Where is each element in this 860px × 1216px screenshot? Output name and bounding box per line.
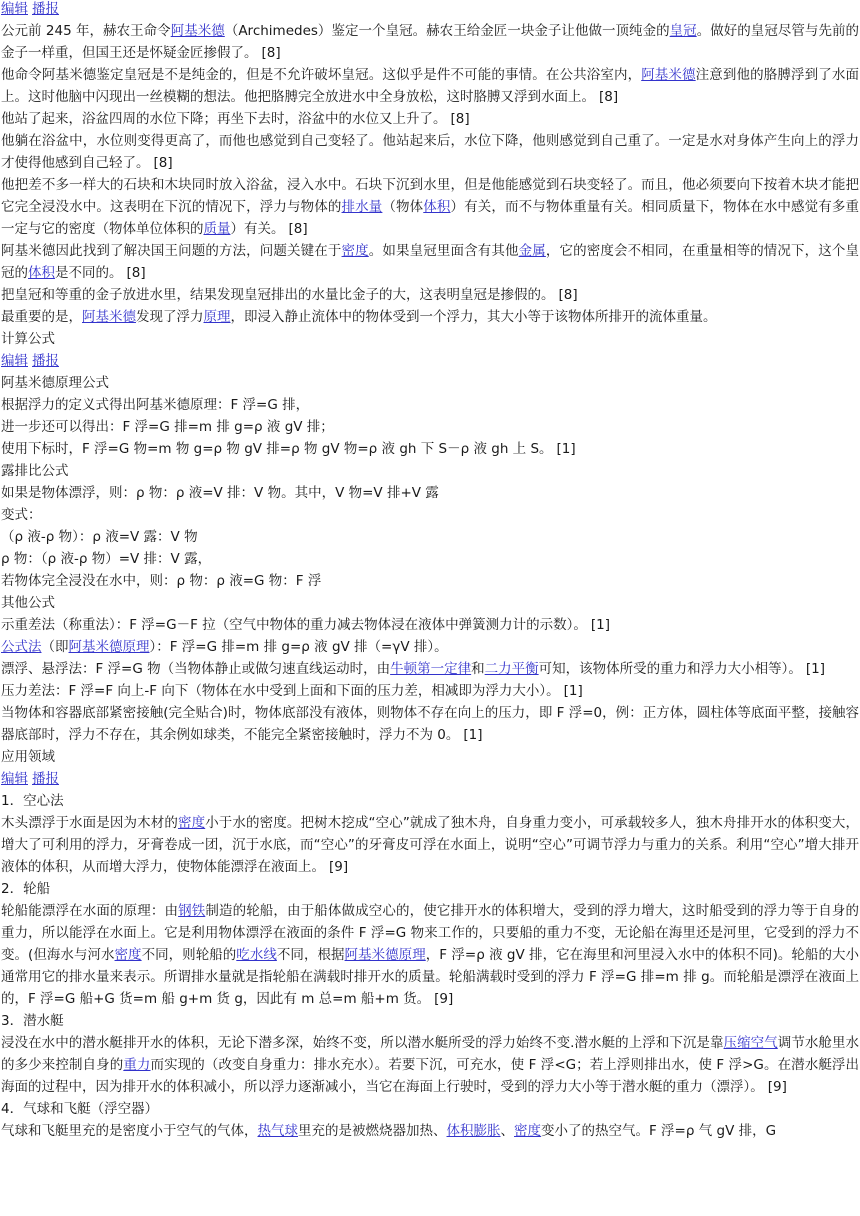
paragraph-text: 浸没在水中的潜水艇排开水的体积，无论下潜多深，始终不变，所以潜水艇所受的浮力始终不变.潜水艇的上浮和下沉是靠 [1,1035,724,1051]
paragraph [1,1098,859,1120]
paragraph [1,636,859,658]
paragraph [1,548,859,570]
edit-link[interactable]: 编辑 [1,1,28,17]
term-link[interactable]: 体积 [28,265,55,281]
paragraph-text: 如果是物体漂浮，则：ρ 物：ρ 液=V 排：V 物。其中，V 物=V 排+V 露 [1,485,439,501]
paragraph-text: ，F 浮=ρ 液 gV 排，它在海里和河里浸入水中的体积不同)。轮船的大小通常用它的排水量来表示。所谓排水量就是指轮船在满载时排开水的质量。轮船满载时受到的浮力 F 浮=G 排=m 排 g。而轮船是漂浮在液面上的，F 浮=G 船+G 货=m 船 g+m 货 g，因此有 m 总=m 船+m 货。 [1,947,860,1007]
paragraph [1,306,859,328]
paragraph-text: 2．轮船 [1,881,51,897]
paragraph-text: 不同，根据 [276,947,345,963]
paragraph-text: 4．气球和飞艇（浮空器） [1,1101,159,1117]
paragraph [1,284,859,306]
term-link[interactable]: 密度 [341,243,369,259]
reference-mark[interactable]: [8] [450,111,470,127]
paragraph-text: 1．空心法 [1,793,64,809]
edit-link[interactable]: 编辑 [1,771,28,787]
reference-mark[interactable]: [8] [558,287,578,303]
reference-mark[interactable]: [8] [288,221,308,237]
paragraph [1,64,859,108]
paragraph [1,108,859,130]
edit-bar [1,0,859,20]
reference-mark[interactable]: [1] [463,727,483,743]
paragraph [1,482,859,504]
paragraph-text: 和 [471,661,485,677]
reference-mark[interactable]: [8] [153,155,173,171]
edit-bar [1,350,859,372]
reference-mark[interactable]: [8] [599,89,619,105]
paragraph [1,658,859,680]
reference-mark[interactable]: [9] [767,1079,787,1095]
paragraph-text: 变式： [1,507,42,523]
paragraph-text: ，即浸入静止流体中的物体受到一个浮力，其大小等于该物体所排开的流体重量。 [230,309,717,325]
paragraph-text: 把皇冠和等重的金子放进水里，结果发现皇冠排出的水量比金子的大，这表明皇冠是掺假的。 [1,287,555,303]
paragraph-text: 气球和飞艇里充的是密度小于空气的气体， [1,1123,258,1139]
reference-mark[interactable]: [8] [261,45,281,61]
paragraph-text: 阿基米德原理公式 [1,375,109,391]
paragraph-text: ）：F 浮=G 排=m 排 g=ρ 液 gV 排（=γV 排）。 [149,639,448,655]
paragraph-text: 注意到他的胳膊浮到了水面上。这时他脑中闪现出一丝模糊的想法。他把胳膊完全放进水中全身放松，这时胳膊又浮到水面上。 [1,67,860,105]
term-link[interactable]: 阿基米德 [170,23,225,39]
paragraph [1,790,859,812]
reference-mark[interactable]: [8] [126,265,146,281]
paragraph-text: ，它的密度会不相同，在重量相等的情况下，这个皇冠的 [1,243,860,281]
paragraph [1,526,859,548]
paragraph-text: 是不同的。 [55,265,123,281]
paragraph [1,746,859,768]
term-link[interactable]: 排水量 [341,199,383,215]
paragraph-text: （即 [41,639,69,655]
paragraph-text: ）有关，而不与物体重量有关。相同质量下，物体在水中感觉有多重一定与它的密度（物体单位体积的 [1,199,860,237]
paragraph-text: 他站了起来，浴盆四周的水位下降；再坐下去时，浴盆中的水位又上升了。 [1,111,447,127]
paragraph [1,1120,859,1142]
paragraph-text: 应用领域 [1,749,55,765]
paragraph [1,20,859,64]
paragraph [1,878,859,900]
paragraph [1,702,859,746]
play-audio-link[interactable]: 播报 [32,353,59,369]
term-link[interactable]: 质量 [203,221,231,237]
paragraph-text: 根据浮力的定义式得出阿基米德原理：F 浮=G 排， [1,397,310,413]
term-link[interactable]: 公式法 [1,639,42,655]
paragraph [1,812,859,878]
paragraph-text: 若物体完全浸没在水中，则：ρ 物：ρ 液=G 物：F 浮 [1,573,322,589]
paragraph [1,438,859,460]
paragraph-text: 而实现的（改变自身重力：排水充水）。若要下沉，可充水，使 F 浮<G；若上浮则排出水，使 F 浮>G。在潜水艇浮出海面的过程中，因为排开水的体积减小，所以浮力逐渐减小，当它在海面上行驶时，受到的浮力大小等于潜水艇的重力（漂浮）。 [1,1057,860,1095]
paragraph-text: 。如果皇冠里面含有其他 [368,243,519,259]
paragraph-text: （Archimedes）鉴定一个皇冠。赫农王给金匠一块金子让他做一顶纯金的 [224,23,670,39]
paragraph-text: 小于水的密度。把树木挖成“空心”就成了独木舟，自身重力变小，可承载较多人，独木舟排开水的体积变大，增大了可利用的浮力，牙膏卷成一团，沉于水底，而“空心”的牙膏皮可浮在水面上，说明“空心”可调节浮力与重力的关系。利用“空心”增大排开液体的体积，从而增大浮力，使物体能漂浮在液面上。 [1,815,860,875]
paragraph-text: 、 [500,1123,514,1139]
paragraph-text: 3．潜水艇 [1,1013,64,1029]
play-audio-link[interactable]: 播报 [32,771,59,787]
paragraph-text: 使用下标时，F 浮=G 物=m 物 g=ρ 物 gV 排=ρ 物 gV 物=ρ 液 gh 下 S－ρ 液 gh 上 S。 [1,441,553,457]
paragraph [1,614,859,636]
paragraph-text: 当物体和容器底部紧密接触(完全贴合)时，物体底部没有液体，则物体不存在向上的压力，即 F 浮=0，例：正方体，圆柱体等底面平整，接触容器底部时，浮力不存在，其余例如球类，不能完全紧密接触时，浮力不为 0。 [1,705,859,743]
paragraph [1,328,859,350]
term-link[interactable]: 阿基米德 [82,309,136,325]
paragraph [1,130,859,174]
paragraph [1,592,859,614]
term-link[interactable]: 重力 [123,1057,151,1073]
term-link[interactable]: 二力平衡 [484,661,539,677]
paragraph-text: 计算公式 [1,331,55,347]
reference-mark[interactable]: [9] [329,859,349,875]
paragraph-text: 露排比公式 [1,463,69,479]
paragraph [1,1032,859,1098]
paragraph-text: ）有关。 [230,221,285,237]
reference-mark[interactable]: [1] [563,683,583,699]
paragraph-text: 发现了浮力 [136,309,204,325]
term-link[interactable]: 钢铁 [178,903,206,919]
edit-link[interactable]: 编辑 [1,353,28,369]
paragraph [1,240,859,284]
term-link[interactable]: 密度 [514,1123,541,1139]
paragraph-text: 轮船能漂浮在水面的原理：由 [1,903,179,919]
paragraph [1,570,859,592]
paragraph-text: 进一步还可以得出：F 浮=G 排=m 排 g=ρ 液 gV 排； [1,419,334,435]
term-link[interactable]: 吃水线 [236,947,277,963]
paragraph [1,504,859,526]
paragraph [1,416,859,438]
paragraph-text: 他躺在浴盆中，水位则变得更高了，而他也感觉到自己变轻了。他站起来后，水位下降，他则感觉到自己重了。一定是水对身体产生向上的浮力才使得他感到自己轻了。 [1,133,859,171]
term-link[interactable]: 皇冠 [669,23,697,39]
term-link[interactable]: 阿基米德原理 [68,639,150,655]
paragraph-text: 其他公式 [1,595,55,611]
term-link[interactable]: 热气球 [257,1123,298,1139]
term-link[interactable]: 牛顿第一定律 [390,661,472,677]
paragraph-text: 漂浮、悬浮法：F 浮=G 物（当物体静止或做匀速直线运动时，由 [1,661,391,677]
term-link[interactable]: 体积 [423,199,451,215]
paragraph [1,680,859,702]
paragraph-text: 压力差法：F 浮=F 向上-F 向下（物体在水中受到上面和下面的压力差，相减即为浮力大小）。 [1,683,560,699]
reference-mark[interactable]: [9] [434,991,454,1007]
paragraph-text: 他把差不多一样大的石块和木块同时放入浴盆，浸入水中。石块下沉到水里，但是他能感觉到石块变轻了。而且，他必须要向下按着木块才能把它完全浸没水中。这表明在下沉的情况下，浮力与物体的 [1,177,859,215]
term-link[interactable]: 阿基米德原理 [344,947,426,963]
term-link[interactable]: 压缩空气 [723,1035,778,1051]
paragraph-text: 公元前 245 年，赫农王命令 [1,23,171,39]
paragraph-text: 最重要的是， [1,309,82,325]
reference-mark[interactable]: [1] [556,441,576,457]
paragraph-text: 制造的轮船，由于船体做成空心的，使它排开水的体积增大，受到的浮力增大，这时船受到的浮力等于自身的重力，所以能浮在水面上。它是利用物体漂浮在液面的条件 F 浮=G 物来工作的，只要船的重力不变，无论船在海里还是河里，它受到的浮力不变。(但海水与河水 [1,903,860,963]
paragraph-text: 示重差法（称重法）：F 浮=G－F 拉（空气中物体的重力减去物体浸在液体中弹簧测力计的示数）。 [1,617,587,633]
reference-mark[interactable]: [1] [590,617,611,633]
paragraph-text: 调节水舱里水的多少来控制自身的 [1,1035,860,1073]
term-link[interactable]: 密度 [177,815,206,831]
term-link[interactable]: 体积膨胀 [446,1123,501,1139]
paragraph-text: ρ 物：（ρ 液-ρ 物）=V 排：V 露， [1,551,212,567]
edit-bar [1,768,859,790]
paragraph [1,1010,859,1032]
paragraph [1,460,859,482]
term-link[interactable]: 原理 [203,309,231,325]
paragraph [1,900,859,1010]
paragraph [1,372,859,394]
reference-mark[interactable]: [1] [805,661,825,677]
term-link[interactable]: 阿基米德 [641,67,696,83]
paragraph-text: 他命令阿基米德鉴定皇冠是不是纯金的，但是不允许破坏皇冠。这似乎是件不可能的事情。在公共浴室内， [1,67,642,83]
play-audio-link[interactable]: 播报 [32,1,59,17]
term-link[interactable]: 密度 [114,947,142,963]
paragraph-text: （物体 [382,199,424,215]
paragraph-text: 。做好的皇冠尽管与先前的金子一样重，但国王还是怀疑金匠掺假了。 [1,23,860,61]
paragraph-text: 变小了的热空气。F 浮=ρ 气 gV 排，G [541,1123,777,1139]
paragraph-text: 木头漂浮于水面是因为木材的 [1,815,178,831]
paragraph-text: 阿基米德因此找到了解决国王问题的方法，问题关键在于 [1,243,342,259]
paragraph-text: 里充的是被燃烧器加热、 [298,1123,447,1139]
paragraph-text: （ρ 液-ρ 物）：ρ 液=V 露：V 物 [1,529,198,545]
paragraph-text: 可知，该物体所受的重力和浮力大小相等）。 [538,661,802,677]
paragraph-text: 不同，则轮船的 [141,947,237,963]
paragraph [1,174,859,240]
term-link[interactable]: 金属 [518,243,546,259]
paragraph [1,394,859,416]
